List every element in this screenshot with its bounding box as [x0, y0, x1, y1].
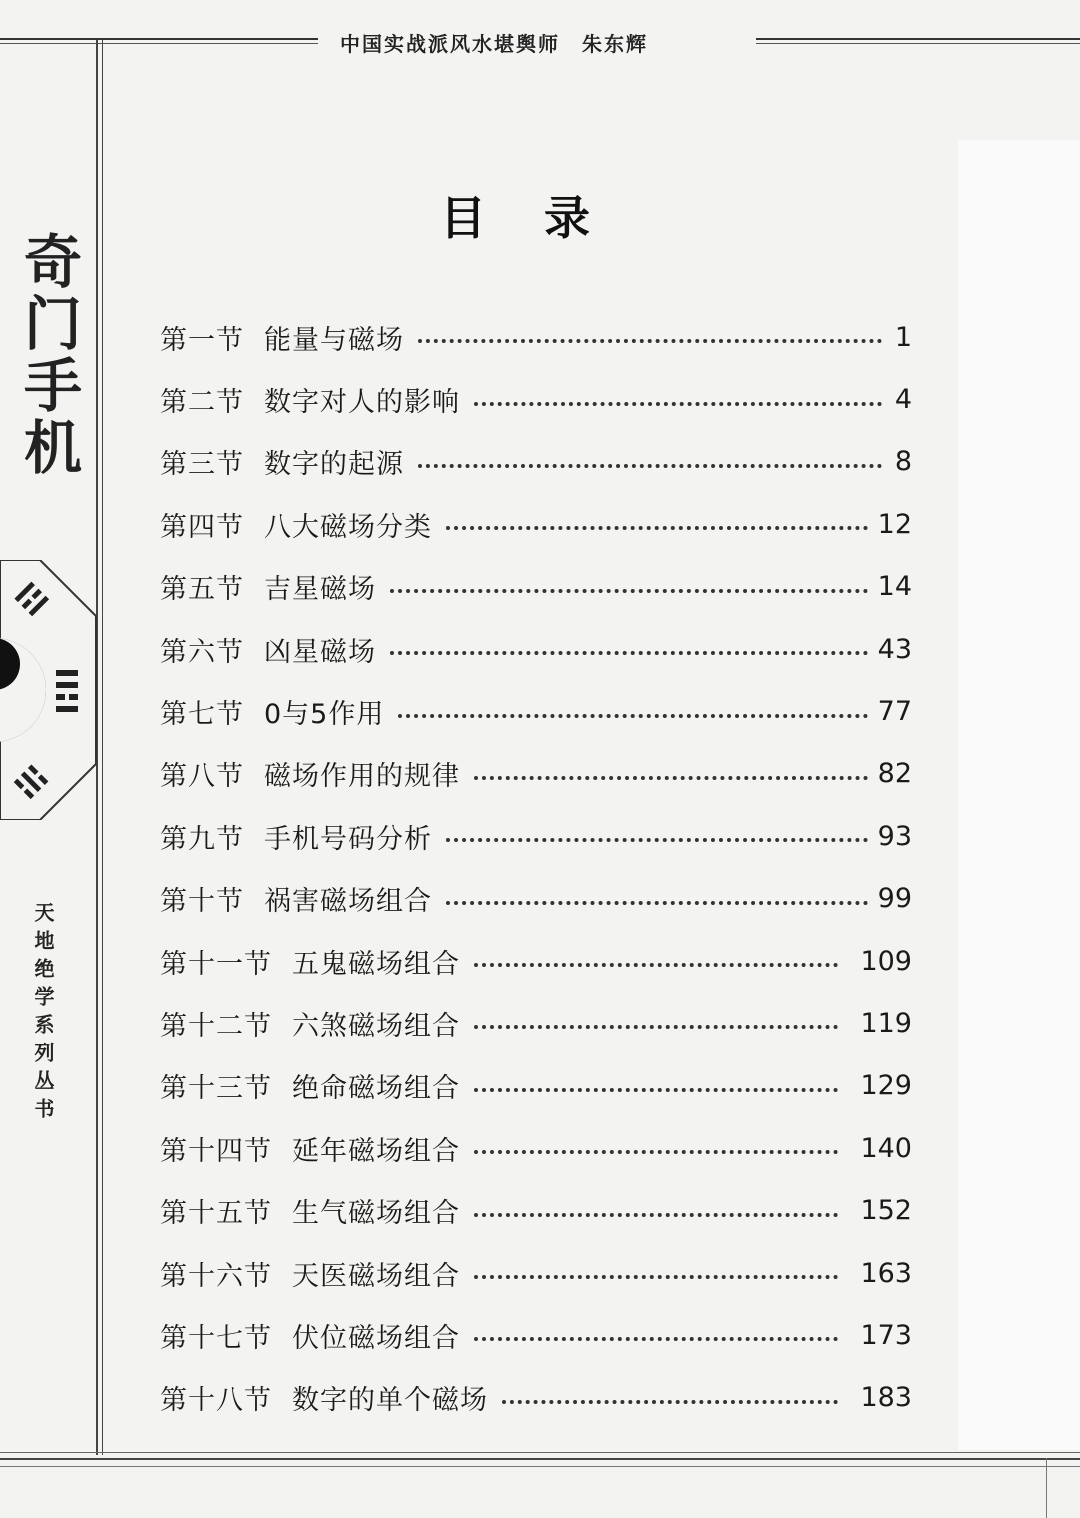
- toc-section: 第八节: [160, 761, 244, 793]
- toc-title-text: 磁场作用的规律: [264, 761, 460, 793]
- leader-dots: [474, 1150, 838, 1154]
- toc-page-number: 152: [860, 1195, 912, 1227]
- toc-title-text: 六煞磁场组合: [292, 1010, 460, 1042]
- toc-title-text: 生气磁场组合: [292, 1198, 460, 1230]
- toc-page-number: 4: [894, 384, 912, 416]
- toc-title-text: 八大磁场分类: [264, 511, 432, 543]
- toc-page-number: 77: [877, 696, 912, 728]
- leader-dots: [474, 776, 868, 780]
- leader-dots: [390, 651, 868, 655]
- toc-entry[interactable]: [160, 743, 912, 805]
- toc-title-text: 数字对人的影响: [264, 387, 460, 419]
- toc-list: [160, 306, 912, 1429]
- series-title-vertical: 天地绝学系列丛书: [31, 902, 55, 1126]
- toc-title-text: 伏位磁场组合: [292, 1322, 460, 1354]
- toc-page-number: 1: [894, 321, 912, 353]
- leader-dots: [474, 402, 882, 406]
- leader-dots: [474, 1025, 838, 1029]
- toc-title-text: 五鬼磁场组合: [292, 948, 460, 980]
- toc-section: 第五节: [160, 574, 244, 606]
- leader-dots: [474, 1337, 838, 1341]
- toc-section: 第十四节: [160, 1135, 272, 1167]
- leader-dots: [474, 1088, 838, 1092]
- toc-entry[interactable]: [160, 306, 912, 368]
- toc-page-number: 140: [860, 1132, 912, 1164]
- toc-section: 第三节: [160, 449, 244, 481]
- leader-dots: [446, 838, 868, 842]
- header-rule-left: [0, 38, 318, 44]
- header-rule-right: [756, 38, 1080, 44]
- toc-title-text: 数字的起源: [264, 449, 404, 481]
- footer-rule: [0, 1452, 1080, 1453]
- toc-section: 第十节: [160, 886, 244, 918]
- leader-dots: [502, 1400, 838, 1404]
- toc-section: 第六节: [160, 636, 244, 668]
- toc-entry[interactable]: [160, 493, 912, 555]
- toc-entry[interactable]: [160, 1242, 912, 1304]
- toc-section: 第九节: [160, 823, 244, 855]
- footer-rule-thick: [0, 1458, 1080, 1460]
- toc-page-number: 82: [877, 758, 912, 790]
- toc-page-number: 43: [877, 633, 912, 665]
- toc-entry[interactable]: [160, 556, 912, 618]
- toc-entry[interactable]: [160, 1055, 912, 1117]
- toc-page-number: 129: [860, 1070, 912, 1102]
- bagua-yin-yang-icon: [0, 560, 100, 820]
- leader-dots: [474, 1213, 838, 1217]
- toc-title-text: 延年磁场组合: [292, 1135, 460, 1167]
- toc-section: 第十八节: [160, 1385, 272, 1417]
- toc-page-number: 109: [860, 945, 912, 977]
- running-header: 中国实战派风水堪舆师 朱东辉: [340, 32, 648, 56]
- toc-page-number: 173: [860, 1319, 912, 1351]
- toc-page-number: 12: [877, 508, 912, 540]
- toc-entry[interactable]: [160, 930, 912, 992]
- leader-dots: [390, 589, 868, 593]
- toc-section: 第二节: [160, 387, 244, 419]
- toc-entry[interactable]: [160, 868, 912, 930]
- leader-dots: [446, 526, 868, 530]
- corner-rule: [1046, 1458, 1047, 1518]
- toc-entry[interactable]: [160, 618, 912, 680]
- toc-page-number: 99: [877, 883, 912, 915]
- toc-section: 第七节: [160, 699, 244, 731]
- leader-dots: [418, 464, 882, 468]
- book-title-vertical: 奇门手机: [14, 231, 82, 479]
- toc-section: 第十六节: [160, 1260, 272, 1292]
- toc-title-text: 吉星磁场: [264, 574, 376, 606]
- toc-section: 第十五节: [160, 1198, 272, 1230]
- toc-title: 目录: [440, 191, 648, 245]
- toc-page-number: 8: [894, 446, 912, 478]
- toc-entry[interactable]: [160, 680, 912, 742]
- toc-title-text: 手机号码分析: [264, 823, 432, 855]
- toc-section: 第十一节: [160, 948, 272, 980]
- toc-title-text: 凶星磁场: [264, 636, 376, 668]
- toc-entry[interactable]: [160, 805, 912, 867]
- leader-dots: [446, 901, 868, 905]
- footer-rule-thin: [0, 1466, 1080, 1467]
- margin-rule-inner: [102, 40, 103, 1455]
- toc-section: 第四节: [160, 511, 244, 543]
- toc-section: 第一节: [160, 324, 244, 356]
- toc-title-text: 能量与磁场: [264, 324, 404, 356]
- toc-section: 第十七节: [160, 1322, 272, 1354]
- toc-entry[interactable]: [160, 431, 912, 493]
- leader-dots: [474, 1275, 838, 1279]
- toc-page-number: 163: [860, 1257, 912, 1289]
- toc-title-text: 祸害磁场组合: [264, 886, 432, 918]
- toc-entry[interactable]: [160, 992, 912, 1054]
- toc-page-number: 119: [860, 1007, 912, 1039]
- toc-section: 第十三节: [160, 1073, 272, 1105]
- toc-section: 第十二节: [160, 1010, 272, 1042]
- toc-entry[interactable]: [160, 1117, 912, 1179]
- toc-title-text: 天医磁场组合: [292, 1260, 460, 1292]
- toc-title-text: 0与5作用: [264, 699, 385, 731]
- page-edge-highlight: [958, 140, 1080, 1450]
- toc-entry[interactable]: [160, 1367, 912, 1429]
- toc-page-number: 183: [860, 1382, 912, 1414]
- toc-title-text: 绝命磁场组合: [292, 1073, 460, 1105]
- toc-page-number: 93: [877, 820, 912, 852]
- leader-dots: [418, 339, 882, 343]
- toc-entry[interactable]: [160, 1304, 912, 1366]
- toc-page-number: 14: [877, 571, 912, 603]
- leader-dots: [474, 963, 838, 967]
- toc-entry[interactable]: [160, 368, 912, 430]
- leader-dots: [398, 714, 867, 718]
- toc-entry[interactable]: [160, 1179, 912, 1241]
- toc-title-text: 数字的单个磁场: [292, 1385, 488, 1417]
